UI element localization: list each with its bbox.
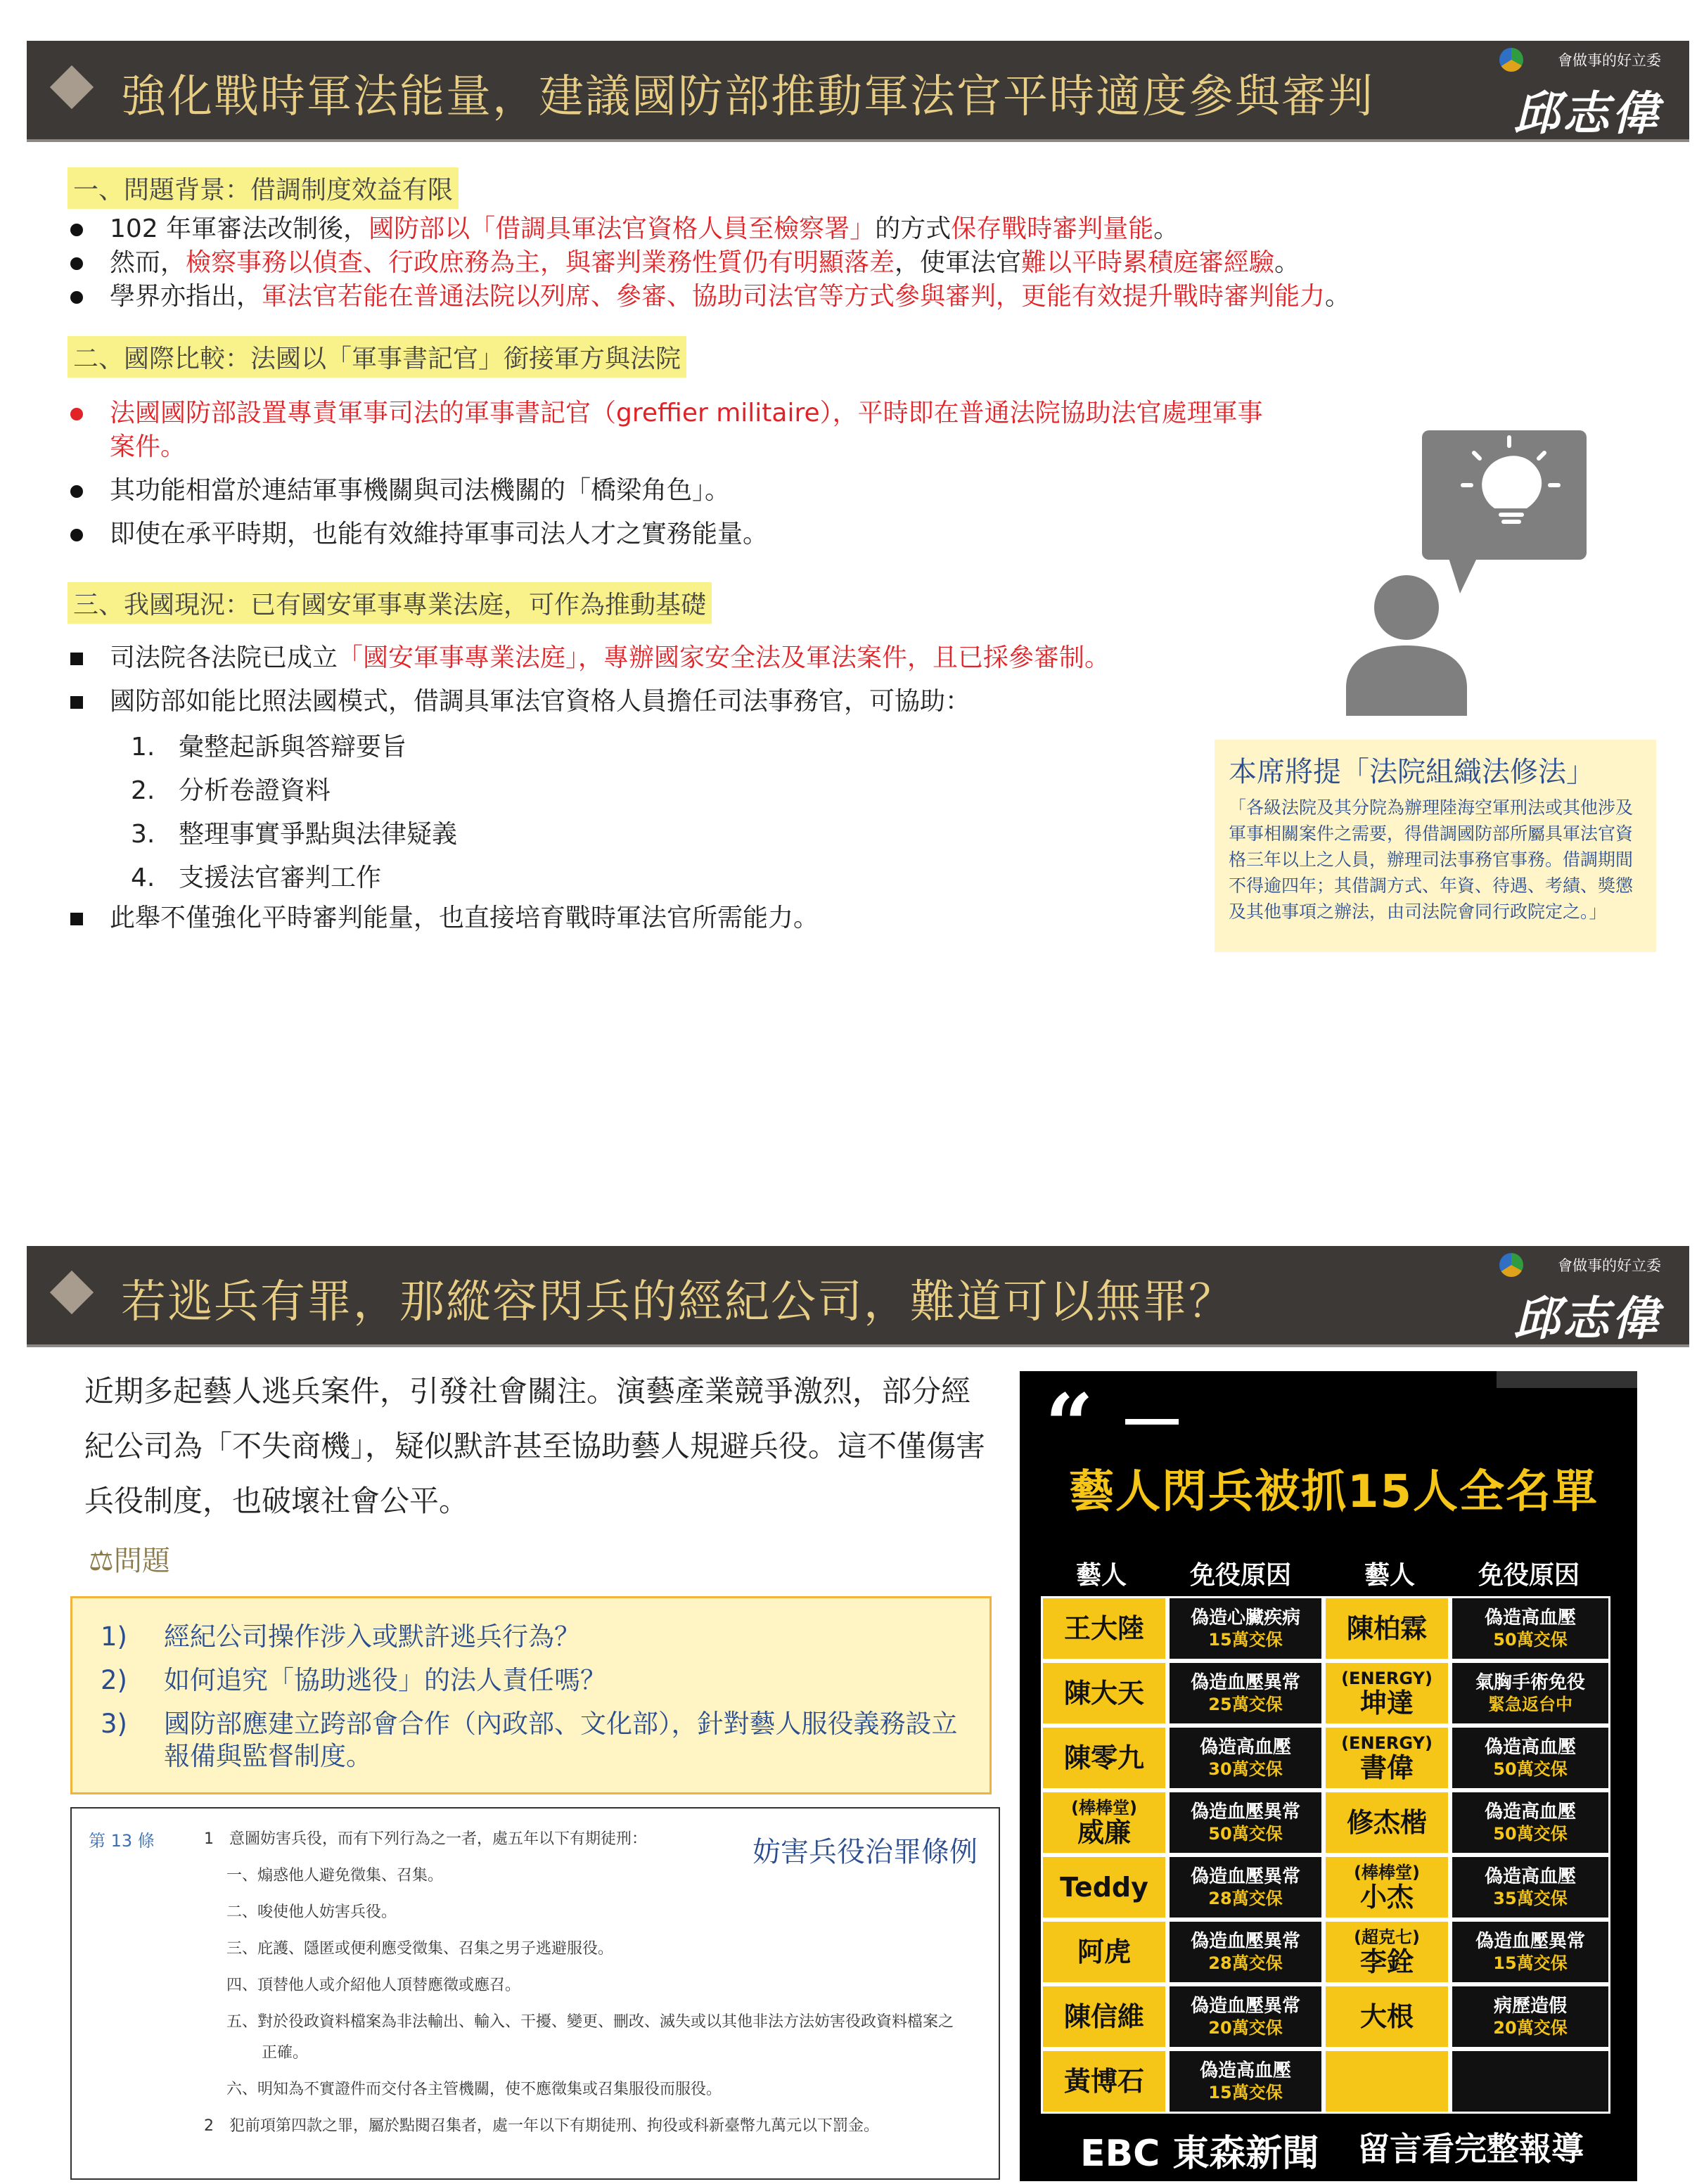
logo-tagline: 會做事的好立委: [1558, 52, 1661, 69]
exemption-reason-cell: [1450, 2049, 1610, 2114]
exemption-reason: 偽造高血壓: [1484, 1737, 1576, 1758]
exemption-reason-cell: [1167, 2049, 1324, 2114]
law-line: 一、煽惑他人避免徵集、召集。: [226, 1867, 444, 1884]
exemption-reason-cell: [1450, 1790, 1610, 1855]
bail-amount: 50萬交保: [1493, 1630, 1568, 1650]
bullet-icon: [70, 224, 83, 236]
artist-name-cell: [1041, 1726, 1167, 1790]
artist-name-cell: [1324, 1596, 1450, 1661]
heading-background: 一、問題背景：借調制度效益有限: [68, 167, 459, 209]
artist-name-cell: [1324, 1984, 1450, 2049]
questions-box: [70, 1596, 992, 1794]
exemption-reason-cell: [1167, 1790, 1324, 1855]
footer-cta: 留言看完整報導: [1357, 2130, 1584, 2168]
quote-mark-icon: “: [1045, 1375, 1094, 1475]
exemption-reason: 氣胸手術免役: [1475, 1672, 1585, 1693]
bullet-icon: [70, 408, 83, 420]
exemption-reason-cell: [1450, 1984, 1610, 2049]
logo-tagline: 會做事的好立委: [1558, 1257, 1661, 1274]
exemption-reason: 偽造血壓異常: [1190, 1866, 1300, 1887]
exemption-reason: 偽造高血壓: [1199, 1737, 1291, 1758]
exemption-reason-cell: [1450, 1661, 1610, 1726]
bullet-icon: [70, 291, 83, 304]
bail-amount: 15萬交保: [1493, 1953, 1568, 1973]
exemption-reason-cell: [1167, 1726, 1324, 1790]
square-bullet-icon: [70, 696, 83, 709]
exemption-reason-cell: [1450, 1596, 1610, 1661]
bail-amount: 緊急返台中: [1488, 1695, 1572, 1714]
bail-amount: 15萬交保: [1208, 1630, 1283, 1650]
numbered-item: 4. 支援法官審判工作: [131, 863, 382, 892]
law-line: 2 犯前項第四款之罪，屬於點閱召集者，處一年以下有期徒刑、拘役或科新臺幣九萬元以下罰金。: [204, 2117, 880, 2135]
law-line: 1 意圖妨害兵役，而有下列行為之一者，處五年以下有期徒刑：: [204, 1830, 647, 1848]
section1-banner: [27, 41, 1689, 139]
artist-group: (ENERGY): [1341, 1669, 1433, 1688]
person-idea-icon: [1336, 428, 1596, 716]
exemption-reason-cell: [1167, 1596, 1324, 1661]
artist-name: 書偉: [1359, 1752, 1414, 1783]
artist-name: 威廉: [1077, 1817, 1131, 1848]
note-title: 本席將提「法院組織法修法」: [1229, 756, 1594, 788]
artist-name-cell: [1041, 1984, 1167, 2049]
legislator-logo: [1506, 1250, 1661, 1346]
news-poster: [1020, 1371, 1637, 2181]
law-line: 正確。: [262, 2044, 309, 2062]
amendment-note: [1215, 740, 1656, 952]
bail-amount: 35萬交保: [1493, 1889, 1568, 1908]
bullet-item: 學界亦指出，軍法官若能在普通法院以列席、參審、協助司法官等方式參與審判，更能有效提升戰時審判能力。: [70, 280, 1350, 314]
quote-dash: [1125, 1419, 1179, 1425]
bail-amount: 30萬交保: [1208, 1759, 1283, 1779]
exemption-reason: 偽造高血壓: [1199, 2060, 1291, 2081]
bullet-icon: [70, 257, 83, 270]
square-bullet-icon: [70, 653, 83, 665]
artist-name: 陳信維: [1063, 2001, 1144, 2032]
section1-title: 強化戰時軍法能量，建議國防部推動軍法官平時適度參與審判: [121, 71, 1374, 123]
artist-name: 小杰: [1359, 1882, 1414, 1913]
heading-international: 二、國際比較：法國以「軍事書記官」銜接軍方與法院: [68, 336, 686, 378]
artist-group: (ENERGY): [1341, 1733, 1433, 1753]
law-line: 五、對於役政資料檔案為非法輸出、輸入、干擾、變更、刪改、滅失或以其他非法方法妨害役政資料檔案之: [226, 2013, 954, 2031]
poster-title: 藝人閃兵被抓15人全名單: [1069, 1466, 1599, 1518]
exemption-reason: 偽造心臟疾病: [1190, 1607, 1300, 1629]
artist-name-cell: [1324, 2049, 1450, 2114]
logo-signature: 邱志偉: [1513, 1291, 1661, 1346]
bail-amount: 50萬交保: [1493, 1759, 1568, 1779]
question-item: 2) 如何追究「協助逃役」的法人責任嗎？: [101, 1665, 606, 1695]
col-header: 免役原因: [1190, 1561, 1292, 1590]
artist-name-cell: [1324, 1661, 1450, 1726]
artist-name-cell: [1041, 1790, 1167, 1855]
bullet-item: 其功能相當於連結軍事機關與司法機關的「橋梁角色」。: [70, 474, 730, 508]
artist-name-cell: [1041, 1596, 1167, 1661]
artist-name: 阿虎: [1077, 1936, 1131, 1967]
artist-name: 李銓: [1359, 1946, 1414, 1977]
law-excerpt: [70, 1807, 1000, 2180]
artist-name-cell: [1324, 1790, 1450, 1855]
numbered-item: 3. 整理事實爭點與法律疑義: [131, 820, 458, 849]
exemption-reason: 偽造血壓異常: [1190, 1996, 1300, 2017]
law-line: 六、明知為不實證件而交付各主管機關，使不應徵集或召集服役而服役。: [226, 2081, 722, 2098]
poster-corner: [1497, 1371, 1637, 1388]
col-header: 藝人: [1364, 1561, 1416, 1590]
artist-name-cell: [1041, 1661, 1167, 1726]
question-item: 1) 經紀公司操作涉入或默許逃兵行為？: [101, 1621, 580, 1652]
bullet-icon: [70, 529, 83, 541]
artist-name: 坤達: [1359, 1688, 1414, 1719]
bullet-icon: [70, 485, 83, 498]
law-article-number: 第 13 條: [89, 1831, 155, 1851]
artist-name: 王大陸: [1063, 1613, 1144, 1644]
exemption-reason: 偽造血壓異常: [1475, 1931, 1585, 1952]
bail-amount: 28萬交保: [1208, 1953, 1283, 1973]
numbered-item: 2. 分析卷證資料: [131, 776, 331, 805]
artist-name-cell: [1324, 1726, 1450, 1790]
artist-table: [1041, 1596, 1610, 2114]
heading-current-status: 三、我國現況：已有國安軍事專業法庭，可作為推動基礎: [68, 582, 712, 624]
exemption-reason-cell: [1450, 1855, 1610, 1920]
law-line: 三、庇護、隱匿或便利應受徵集、召集之男子逃避服役。: [226, 1940, 614, 1958]
bullet-item: 此舉不僅強化平時審判能量，也直接培育戰時軍法官所需能力。: [70, 901, 819, 935]
artist-name-cell: [1041, 1855, 1167, 1920]
diamond-icon: [50, 65, 94, 109]
square-bullet-icon: [70, 913, 83, 925]
diamond-icon: [50, 1271, 94, 1314]
intro-paragraph: 近期多起藝人逃兵案件，引發社會關注。演藝產業競爭激烈，部分經紀公司為「不失商機」，疑似默許甚至協助藝人規避兵役。這不僅傷害兵役制度，也破壞社會公平。: [84, 1374, 986, 1518]
exemption-reason-cell: [1167, 1661, 1324, 1726]
exemption-reason-cell: [1167, 1984, 1324, 2049]
ebc-logo: EBC 東森新聞: [1080, 2133, 1319, 2175]
law-line: 四、頂替他人或介紹他人頂替應徵或應召。: [226, 1977, 521, 1994]
party-logo-icon: [1499, 1253, 1523, 1277]
exemption-reason: 病歷造假: [1493, 1996, 1567, 2017]
artist-group: (超克七): [1354, 1927, 1420, 1947]
logo-signature: 邱志偉: [1513, 86, 1661, 141]
bullet-item: 即使在承平時期，也能有效維持軍事司法人才之實務能量。: [70, 518, 768, 551]
exemption-reason-cell: [1450, 1726, 1610, 1790]
artist-name: 黃博石: [1063, 2066, 1144, 2097]
scales-icon: ⚖: [89, 1545, 114, 1577]
party-logo-icon: [1499, 48, 1523, 72]
section2-title: 若逃兵有罪，那縱容閃兵的經紀公司，難道可以無罪？: [121, 1276, 1235, 1328]
exemption-reason: 偽造血壓異常: [1190, 1801, 1300, 1823]
bullet-item: 102 年軍審法改制後，國防部以「借調具軍法官資格人員至檢察署」的方式保存戰時審判量能。: [70, 212, 1179, 246]
artist-name-cell: [1324, 1855, 1450, 1920]
exemption-reason: 偽造高血壓: [1484, 1866, 1576, 1887]
col-header: 免役原因: [1478, 1561, 1580, 1590]
exemption-reason: 偽造血壓異常: [1190, 1672, 1300, 1693]
bullet-item: 法國國防部設置專責軍事司法的軍事書記官（greffier militaire），平時即在普通法院協助法官處理軍事: [70, 397, 1263, 430]
exemption-reason-cell: [1167, 1920, 1324, 1984]
artist-group: (棒棒堂): [1354, 1863, 1420, 1882]
artist-name-cell: [1041, 1920, 1167, 1984]
bullet-item: 國防部如能比照法國模式，借調具軍法官資格人員擔任司法事務官，可協助：: [70, 685, 970, 719]
artist-name: 修杰楷: [1346, 1807, 1427, 1838]
bullet-continuation: 案件。: [110, 432, 186, 461]
artist-name: 大根: [1359, 2001, 1414, 2032]
numbered-item: 1. 彙整起訴與答辯要旨: [131, 733, 407, 762]
bail-amount: 50萬交保: [1493, 1824, 1568, 1844]
bullet-item: 然而，檢察事務以偵查、行政庶務為主，與審判業務性質仍有明顯落差，使軍法官難以平時累積庭審經驗。: [70, 246, 1300, 280]
exemption-reason: 偽造血壓異常: [1190, 1931, 1300, 1952]
bail-amount: 20萬交保: [1493, 2018, 1568, 2038]
exemption-reason: 偽造高血壓: [1484, 1801, 1576, 1823]
artist-name: 陳柏霖: [1346, 1613, 1427, 1644]
law-title: 妨害兵役治罪條例: [752, 1836, 978, 1868]
question-item: 3) 國防部應建立跨部會合作（內政部、文化部），針對藝人服役義務設立報備與監督制度。: [101, 1709, 958, 1771]
artist-name: 陳大天: [1063, 1678, 1144, 1709]
artist-group: (棒棒堂): [1071, 1798, 1137, 1818]
artist-name: Teddy: [1060, 1872, 1148, 1903]
legislator-logo: [1506, 45, 1661, 141]
exemption-reason-cell: [1167, 1855, 1324, 1920]
bail-amount: 25萬交保: [1208, 1695, 1283, 1714]
note-body: 「各級法院及其分院為辦理陸海空軍刑法或其他涉及軍事相關案件之需要，得借調國防部所屬具軍法官資格三年以上之人員，辦理司法事務官事務。借調期間不得逾四年；其借調方式、年資、待遇、考績、獎懲及其他事項之辦法，由司法院會同行政院定之。」: [1229, 797, 1634, 922]
artist-name: 陳零九: [1063, 1742, 1144, 1773]
exemption-reason: 偽造高血壓: [1484, 1607, 1576, 1629]
exemption-reason-cell: [1450, 1920, 1610, 1984]
law-line: 二、唆使他人妨害兵役。: [226, 1903, 397, 1921]
bail-amount: 28萬交保: [1208, 1889, 1283, 1908]
bail-amount: 15萬交保: [1208, 2083, 1283, 2102]
col-header: 藝人: [1076, 1561, 1127, 1590]
bail-amount: 20萬交保: [1208, 2018, 1283, 2038]
questions-label: ⚖問題: [89, 1545, 170, 1577]
bullet-item: 司法院各法院已成立「國安軍事專業法庭」，專辦國家安全法及軍法案件，且已採參審制。: [70, 641, 1110, 675]
artist-name-cell: [1041, 2049, 1167, 2114]
section2-banner: [27, 1246, 1689, 1344]
artist-name-cell: [1324, 1920, 1450, 1984]
bail-amount: 50萬交保: [1208, 1824, 1283, 1844]
